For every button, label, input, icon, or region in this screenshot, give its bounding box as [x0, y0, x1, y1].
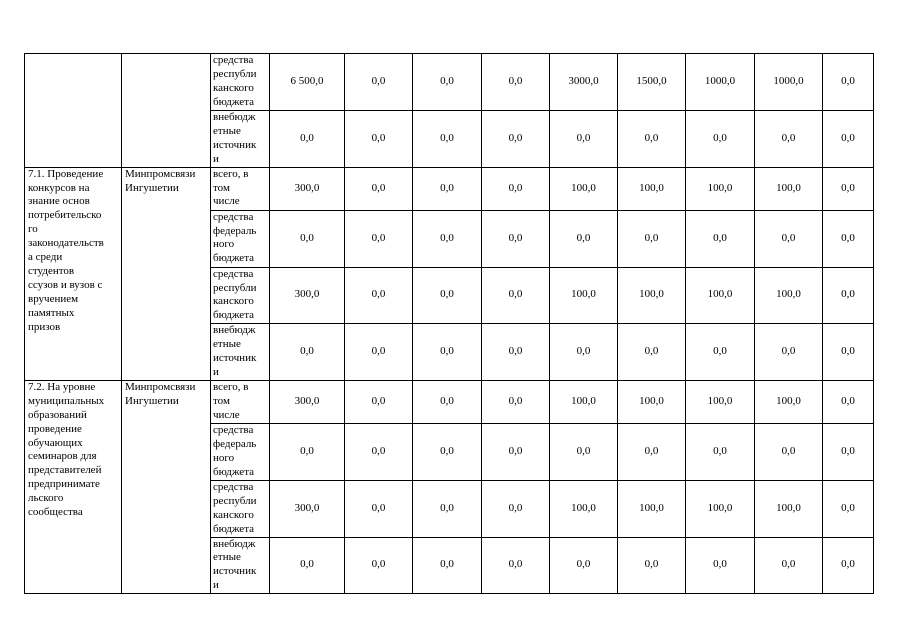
- amount-cell: 0,0: [345, 324, 413, 381]
- executor-cell: [122, 54, 211, 168]
- amount-cell: 100,0: [686, 380, 755, 423]
- amount-cell: 100,0: [755, 380, 823, 423]
- amount-cell: 0,0: [413, 54, 482, 111]
- amount-cell: 0,0: [482, 480, 550, 537]
- amount-cell: 0,0: [686, 423, 755, 480]
- table-row: [25, 380, 874, 423]
- amount-cell: 100,0: [755, 267, 823, 324]
- amount-cell: 100,0: [618, 380, 686, 423]
- amount-cell: 0,0: [482, 324, 550, 381]
- amount-cell: 0,0: [270, 111, 345, 168]
- amount-cell: 100,0: [550, 480, 618, 537]
- amount-cell: 1000,0: [686, 54, 755, 111]
- funding-source-cell: средства республи канского бюджета: [211, 480, 270, 537]
- amount-cell: 0,0: [482, 423, 550, 480]
- amount-cell: 0,0: [482, 537, 550, 594]
- amount-cell: 0,0: [823, 111, 874, 168]
- amount-cell: 100,0: [618, 267, 686, 324]
- amount-cell: 0,0: [482, 267, 550, 324]
- amount-cell: 0,0: [618, 537, 686, 594]
- amount-cell: 0,0: [618, 111, 686, 168]
- amount-cell: 0,0: [823, 267, 874, 324]
- activity-title-cell: [25, 54, 122, 168]
- amount-cell: 0,0: [482, 210, 550, 267]
- amount-cell: 0,0: [823, 324, 874, 381]
- amount-cell: 0,0: [413, 324, 482, 381]
- amount-cell: 1000,0: [755, 54, 823, 111]
- amount-cell: 0,0: [755, 210, 823, 267]
- executor-cell: Минпромсвязи Ингушетии: [122, 380, 211, 593]
- funding-source-cell: средства республи канского бюджета: [211, 267, 270, 324]
- amount-cell: 0,0: [823, 167, 874, 210]
- amount-cell: 0,0: [823, 210, 874, 267]
- amount-cell: 0,0: [755, 423, 823, 480]
- amount-cell: 100,0: [686, 167, 755, 210]
- amount-cell: 0,0: [413, 210, 482, 267]
- amount-cell: 0,0: [550, 111, 618, 168]
- amount-cell: 100,0: [618, 167, 686, 210]
- amount-cell: 0,0: [550, 324, 618, 381]
- amount-cell: 0,0: [345, 210, 413, 267]
- amount-cell: 0,0: [618, 324, 686, 381]
- amount-cell: 0,0: [755, 537, 823, 594]
- funding-source-cell: средства федераль ного бюджета: [211, 210, 270, 267]
- amount-cell: 0,0: [550, 537, 618, 594]
- funding-source-cell: всего, в том числе: [211, 167, 270, 210]
- amount-cell: 300,0: [270, 167, 345, 210]
- amount-cell: 100,0: [755, 480, 823, 537]
- amount-cell: 0,0: [755, 111, 823, 168]
- table-row: [25, 167, 874, 210]
- amount-cell: 0,0: [345, 537, 413, 594]
- amount-cell: 0,0: [550, 423, 618, 480]
- amount-cell: 0,0: [482, 111, 550, 168]
- funding-source-cell: средства федераль ного бюджета: [211, 423, 270, 480]
- amount-cell: 0,0: [345, 480, 413, 537]
- activity-title-cell: 7.2. На уровне муниципальных образований проведение обучающих семинаров для представителей предпринимате льского сообщества: [25, 380, 122, 593]
- amount-cell: 0,0: [345, 267, 413, 324]
- amount-cell: 100,0: [686, 267, 755, 324]
- amount-cell: 0,0: [345, 423, 413, 480]
- budget-table: [24, 53, 874, 594]
- amount-cell: 0,0: [345, 380, 413, 423]
- table-row: [25, 54, 874, 111]
- amount-cell: 0,0: [618, 210, 686, 267]
- amount-cell: 300,0: [270, 267, 345, 324]
- amount-cell: 0,0: [270, 423, 345, 480]
- amount-cell: 100,0: [686, 480, 755, 537]
- amount-cell: 100,0: [755, 167, 823, 210]
- amount-cell: 0,0: [345, 111, 413, 168]
- amount-cell: 0,0: [270, 537, 345, 594]
- amount-cell: 300,0: [270, 380, 345, 423]
- amount-cell: 0,0: [686, 210, 755, 267]
- amount-cell: 6 500,0: [270, 54, 345, 111]
- amount-cell: 0,0: [270, 210, 345, 267]
- amount-cell: 0,0: [823, 423, 874, 480]
- amount-cell: 0,0: [686, 537, 755, 594]
- amount-cell: 0,0: [413, 111, 482, 168]
- amount-cell: 3000,0: [550, 54, 618, 111]
- amount-cell: 0,0: [755, 324, 823, 381]
- activity-title-cell: 7.1. Проведение конкурсов на знание основ потребительско го законодательств а среди студентов ссузов и вузов с вручением памятных призов: [25, 167, 122, 380]
- amount-cell: 0,0: [482, 380, 550, 423]
- amount-cell: 0,0: [618, 423, 686, 480]
- amount-cell: 0,0: [823, 480, 874, 537]
- funding-source-cell: всего, в том числе: [211, 380, 270, 423]
- amount-cell: 0,0: [345, 167, 413, 210]
- funding-source-cell: внебюдж етные источник и: [211, 324, 270, 381]
- funding-source-cell: внебюдж етные источник и: [211, 537, 270, 594]
- amount-cell: 0,0: [482, 167, 550, 210]
- amount-cell: 0,0: [823, 380, 874, 423]
- table-body: [25, 54, 874, 594]
- amount-cell: 0,0: [413, 380, 482, 423]
- amount-cell: 0,0: [550, 210, 618, 267]
- amount-cell: 0,0: [413, 480, 482, 537]
- amount-cell: 0,0: [823, 54, 874, 111]
- amount-cell: 0,0: [413, 267, 482, 324]
- executor-cell: Минпромсвязи Ингушетии: [122, 167, 211, 380]
- amount-cell: 0,0: [686, 324, 755, 381]
- amount-cell: 0,0: [345, 54, 413, 111]
- funding-source-cell: внебюдж етные источник и: [211, 111, 270, 168]
- funding-source-cell: средства республи канского бюджета: [211, 54, 270, 111]
- amount-cell: 0,0: [413, 423, 482, 480]
- amount-cell: 100,0: [618, 480, 686, 537]
- amount-cell: 1500,0: [618, 54, 686, 111]
- amount-cell: 100,0: [550, 380, 618, 423]
- amount-cell: 0,0: [686, 111, 755, 168]
- amount-cell: 0,0: [270, 324, 345, 381]
- amount-cell: 0,0: [823, 537, 874, 594]
- amount-cell: 0,0: [482, 54, 550, 111]
- amount-cell: 100,0: [550, 267, 618, 324]
- amount-cell: 0,0: [413, 167, 482, 210]
- amount-cell: 300,0: [270, 480, 345, 537]
- amount-cell: 0,0: [413, 537, 482, 594]
- amount-cell: 100,0: [550, 167, 618, 210]
